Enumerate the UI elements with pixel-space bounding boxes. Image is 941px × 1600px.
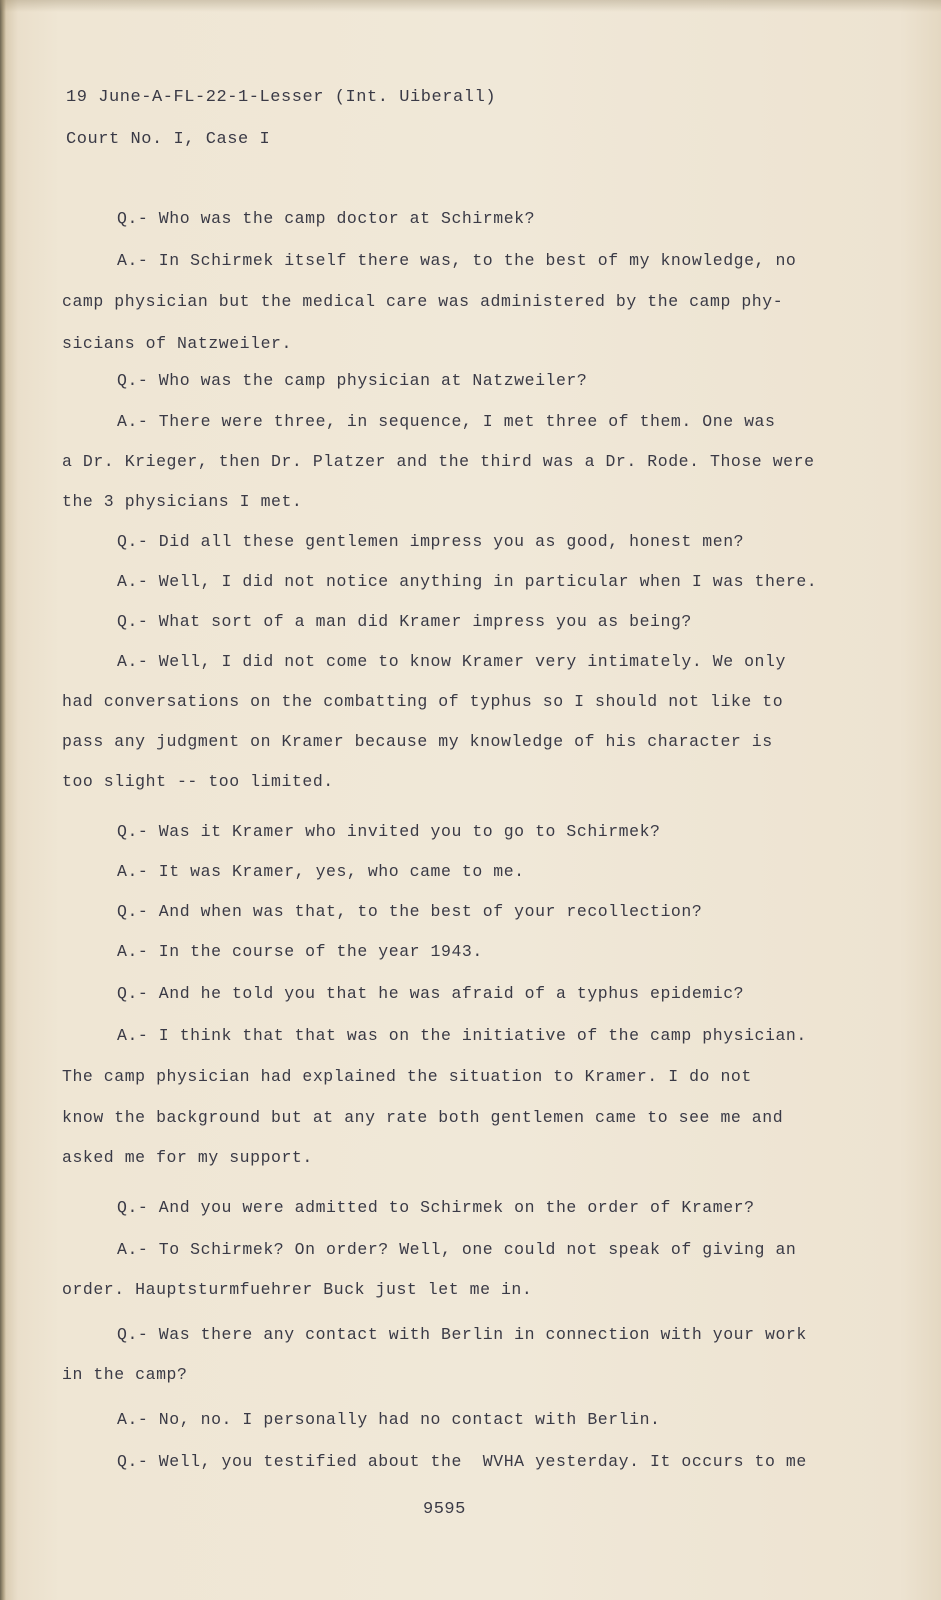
transcript-line: Q.- Did all these gentlemen impress you as good, honest men? [117, 532, 745, 551]
transcript-line: Q.- Who was the camp physician at Natzweiler? [117, 371, 588, 390]
transcript-line: A.- Well, I did not notice anything in particular when I was there. [117, 572, 818, 591]
transcript-line: A.- There were three, in sequence, I met three of them. One was [117, 412, 776, 431]
transcript-line: asked me for my support. [62, 1148, 313, 1167]
transcript-line: Q.- Who was the camp doctor at Schirmek? [117, 209, 536, 228]
transcript-line: sicians of Natzweiler. [62, 334, 292, 353]
header-line-1: 19 June-A-FL-22-1-Lesser (Int. Uiberall) [66, 88, 497, 107]
transcript-line: had conversations on the combatting of typhus so I should not like to [62, 692, 784, 711]
transcript-line: A.- No, no. I personally had no contact with Berlin. [117, 1410, 661, 1429]
transcript-line: Q.- And he told you that he was afraid of a typhus epidemic? [117, 984, 745, 1003]
transcript-line: A.- I think that that was on the initiative of the camp physician. [117, 1026, 807, 1045]
page-top-shade [0, 0, 941, 12]
transcript-line: A.- It was Kramer, yes, who came to me. [117, 862, 525, 881]
transcript-line: a Dr. Krieger, then Dr. Platzer and the third was a Dr. Rode. Those were [62, 452, 815, 471]
transcript-line: pass any judgment on Kramer because my knowledge of his character is [62, 732, 773, 751]
page-number: 9595 [423, 1500, 466, 1519]
transcript-line: Q.- What sort of a man did Kramer impress you as being? [117, 612, 692, 631]
transcript-line: Q.- Was it Kramer who invited you to go to Schirmek? [117, 822, 661, 841]
transcript-line: A.- To Schirmek? On order? Well, one could not speak of giving an [117, 1240, 797, 1259]
transcript-line: too slight -- too limited. [62, 772, 334, 791]
transcript-line: Q.- Was there any contact with Berlin in connection with your work [117, 1325, 807, 1344]
transcript-line: The camp physician had explained the situation to Kramer. I do not [62, 1067, 752, 1086]
transcript-line: in the camp? [62, 1365, 188, 1384]
transcript-line: Q.- And when was that, to the best of your recollection? [117, 902, 703, 921]
transcript-line: A.- Well, I did not come to know Kramer very intimately. We only [117, 652, 786, 671]
transcript-line: order. Hauptsturmfuehrer Buck just let me in. [62, 1280, 533, 1299]
header-line-2: Court No. I, Case I [66, 130, 271, 149]
transcript-line: know the background but at any rate both gentlemen came to see me and [62, 1108, 784, 1127]
transcript-line: A.- In the course of the year 1943. [117, 942, 483, 961]
transcript-line: Q.- Well, you testified about the WVHA yesterday. It occurs to me [117, 1452, 807, 1471]
transcript-line: camp physician but the medical care was administered by the camp phy- [62, 292, 784, 311]
page-edge-shadow [0, 0, 6, 1600]
transcript-line: A.- In Schirmek itself there was, to the best of my knowledge, no [117, 251, 797, 270]
transcript-line: the 3 physicians I met. [62, 492, 303, 511]
transcript-line: Q.- And you were admitted to Schirmek on the order of Kramer? [117, 1198, 755, 1217]
